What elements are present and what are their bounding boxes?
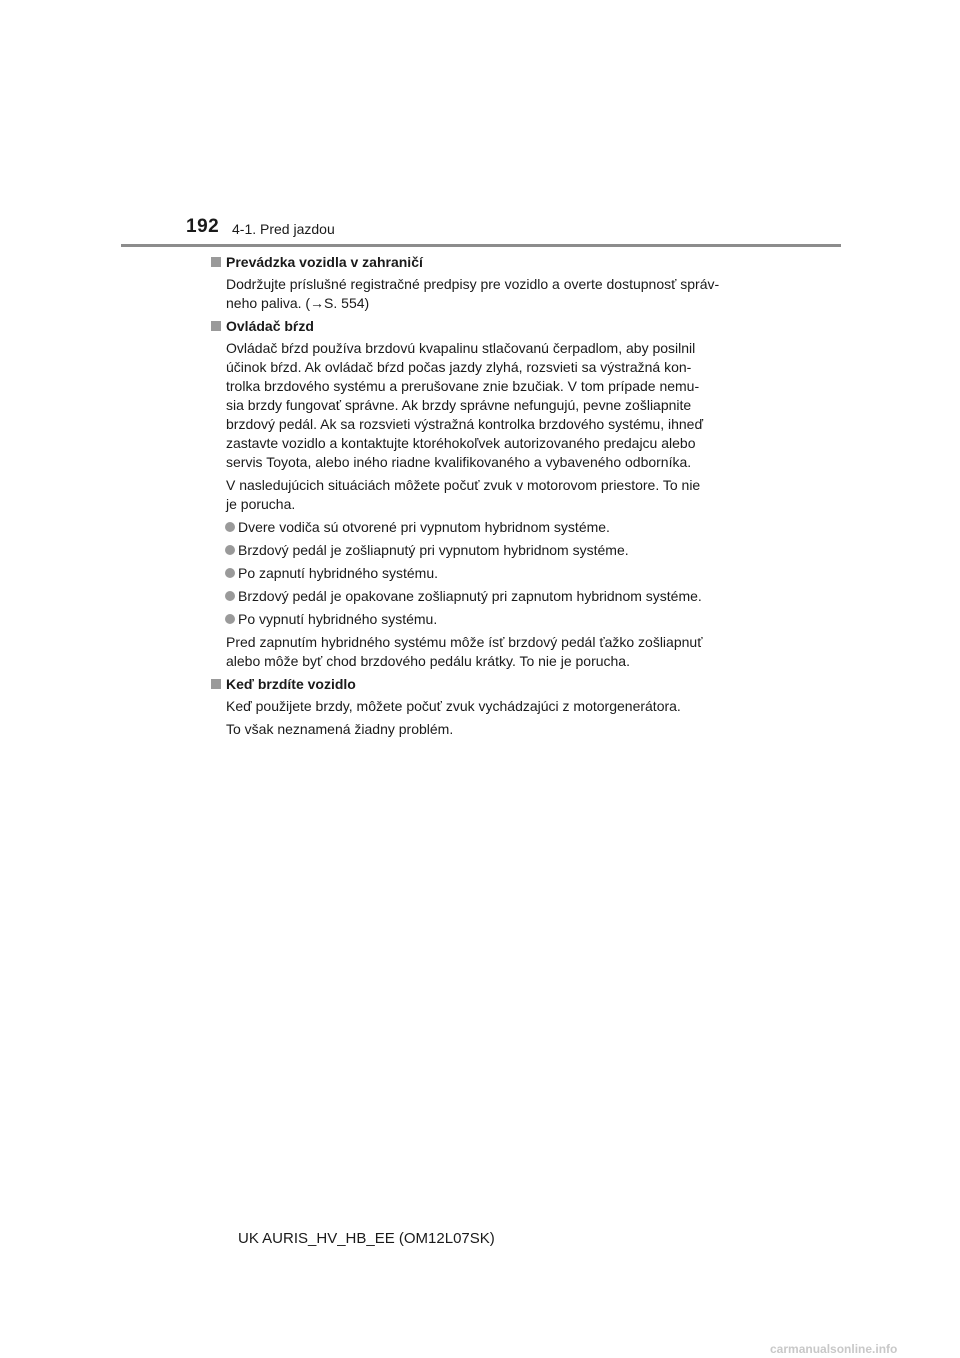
line: účinok bŕzd. Ak ovládač bŕzd počas jazdy zlyhá, rozsvieti sa výstražná kon- (226, 359, 692, 375)
line: To však neznamená žiadny problém. (226, 721, 454, 737)
list-item-text: Po vypnutí hybridného systému. (238, 611, 438, 627)
heading-text: Prevádzka vozidla v zahraničí (226, 254, 423, 270)
watermark: carmanualsonline.info (770, 1342, 898, 1356)
list-item-text: Brzdový pedál je zošliapnutý pri vypnutom hybridnom systéme. (238, 542, 629, 558)
section-braking (210, 675, 745, 739)
line: Dodržujte príslušné registračné predpisy pre vozidlo a overte dostupnosť správ- (226, 276, 720, 292)
round-bullet-icon (225, 568, 235, 578)
line: brzdový pedál. Ak sa rozsvieti výstražná kontrolka brzdového systému, ihneď (226, 416, 704, 432)
paragraph (210, 720, 745, 739)
page-number: 192 (186, 216, 220, 237)
line: Keď použijete brzdy, môžete počuť zvuk vychádzajúci z motorgenerátora. (226, 698, 681, 714)
line: trolka brzdového systému a prerušovane znie bzučiak. V tom prípade nemu- (226, 378, 700, 394)
square-bullet-icon (211, 679, 221, 689)
paragraph (210, 339, 745, 472)
heading-text: Keď brzdíte vozidlo (226, 676, 356, 692)
section-heading (210, 675, 745, 694)
section-brake-booster (210, 317, 745, 671)
section-title: 4-1. Pred jazdou (232, 221, 335, 237)
line: Ovládač bŕzd používa brzdovú kvapalinu stlačovanú čerpadlom, aby posilnil (226, 340, 696, 356)
section-heading (210, 317, 745, 336)
line: neho paliva. (→S. 554) (226, 295, 370, 311)
paragraph (210, 697, 745, 716)
heading-text: Ovládač bŕzd (226, 318, 314, 334)
page-content (210, 253, 745, 743)
round-bullet-icon (225, 614, 235, 624)
square-bullet-icon (211, 321, 221, 331)
paragraph (210, 275, 745, 313)
list-item (210, 541, 745, 560)
list-item-text: Po zapnutí hybridného systému. (238, 565, 439, 581)
list-item (210, 564, 745, 583)
line: alebo môže byť chod brzdového pedálu krátky. To nie je porucha. (226, 653, 630, 669)
section-heading (210, 253, 745, 272)
list-item (210, 610, 745, 629)
round-bullet-icon (225, 522, 235, 532)
line: zastavte vozidlo a kontaktujte ktoréhokoľvek autorizovaného predajcu alebo (226, 435, 696, 451)
line: V nasledujúcich situáciách môžete počuť zvuk v motorovom priestore. To nie (226, 477, 701, 493)
list-item-text: Brzdový pedál je opakovane zošliapnutý pri zapnutom hybridnom systéme. (238, 588, 702, 604)
document-code: UK AURIS_HV_HB_EE (OM12L07SK) (238, 1230, 495, 1247)
paragraph (210, 633, 745, 671)
list-item (210, 587, 745, 606)
line: servis Toyota, alebo iného riadne kvalifikovaného a vybaveného odborníka. (226, 454, 692, 470)
round-bullet-icon (225, 545, 235, 555)
round-bullet-icon (225, 591, 235, 601)
section-abroad (210, 253, 745, 313)
page-header (186, 216, 841, 246)
list-item-text: Dvere vodiča sú otvorené pri vypnutom hybridnom systéme. (238, 519, 610, 535)
list-item (210, 518, 745, 537)
header-rule (121, 244, 841, 247)
line: je porucha. (226, 496, 296, 512)
line: sia brzdy fungovať správne. Ak brzdy správne nefungujú, pevne zošliapnite (226, 397, 692, 413)
paragraph (210, 476, 745, 514)
line: Pred zapnutím hybridného systému môže ísť brzdový pedál ťažko zošliapnuť (226, 634, 703, 650)
square-bullet-icon (211, 257, 221, 267)
